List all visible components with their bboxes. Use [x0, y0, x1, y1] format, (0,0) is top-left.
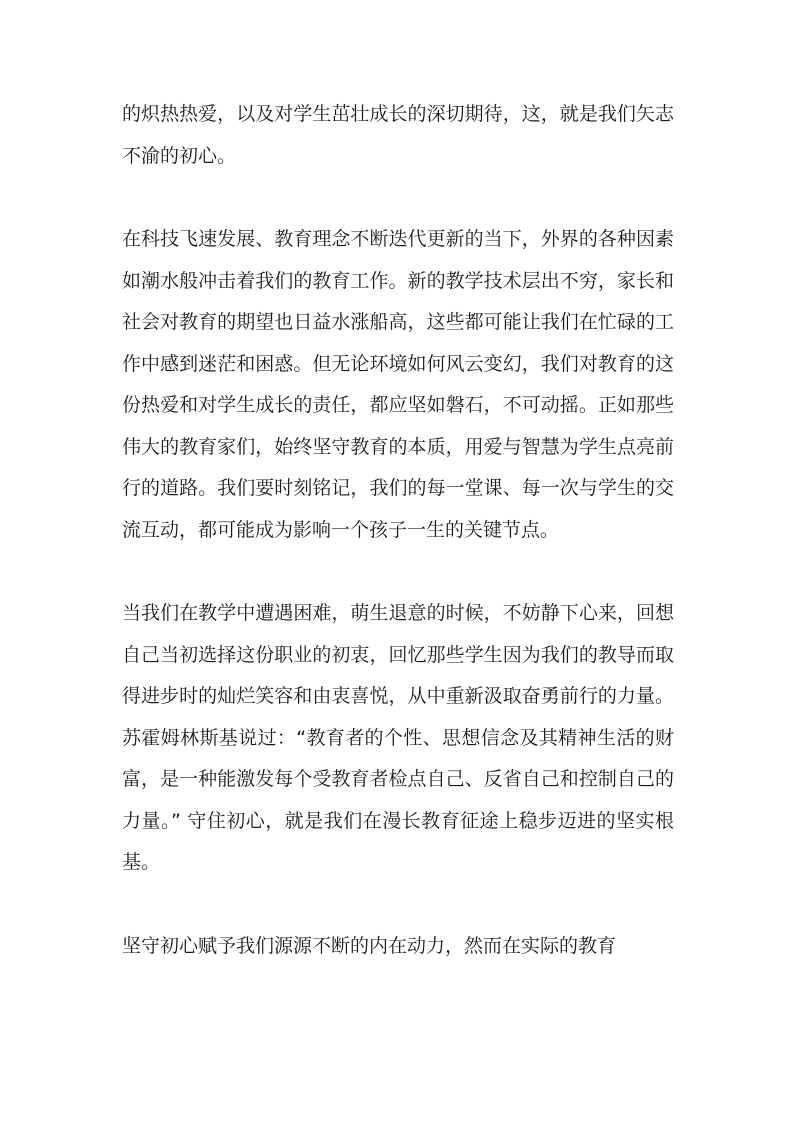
paragraph-3: 当我们在教学中遭遇困难，萌生退意的时候，不妨静下心来，回想自己当初选择这份职业的初衷，回忆那些学生因为我们的教导而取得进步时的灿烂笑容和由衷喜悦，从中重新汲取奋勇前行的力量。苏霍姆林斯基说过：“教育者的个性、思想信念及其精神生活的财富，是一种能激发每个受教育者检点自己、反省自己和控制自己的力量。” 守住初心，就是我们在漫长教育征途上稳步迈进的坚实根基。 [122, 602, 674, 873]
paragraph-1: 的炽热热爱，以及对学生茁壮成长的深切期待，这，就是我们矢志不渝的初心。 [122, 103, 674, 167]
paragraph-4: 坚守初心赋予我们源源不断的内在动力，然而在实际的教育 [122, 934, 617, 957]
paragraph-2: 在科技飞速发展、教育理念不断迭代更新的当下，外界的各种因素如潮水般冲击着我们的教育工作。新的教学技术层出不穷，家长和社会对教育的期望也日益水涨船高，这些都可能让我们在忙碌的工作中感到迷茫和困惑。但无论环境如何风云变幻，我们对教育的这份热爱和对学生成长的责任，都应坚如磐石，不可动摇。正如那些伟大的教育家们，始终坚守教育的本质，用爱与智慧为学生点亮前行的道路。我们要时刻铭记，我们的每一堂课、每一次与学生的交流互动，都可能成为影响一个孩子一生的关键节点。 [122, 228, 674, 541]
document-body [122, 94, 674, 1009]
